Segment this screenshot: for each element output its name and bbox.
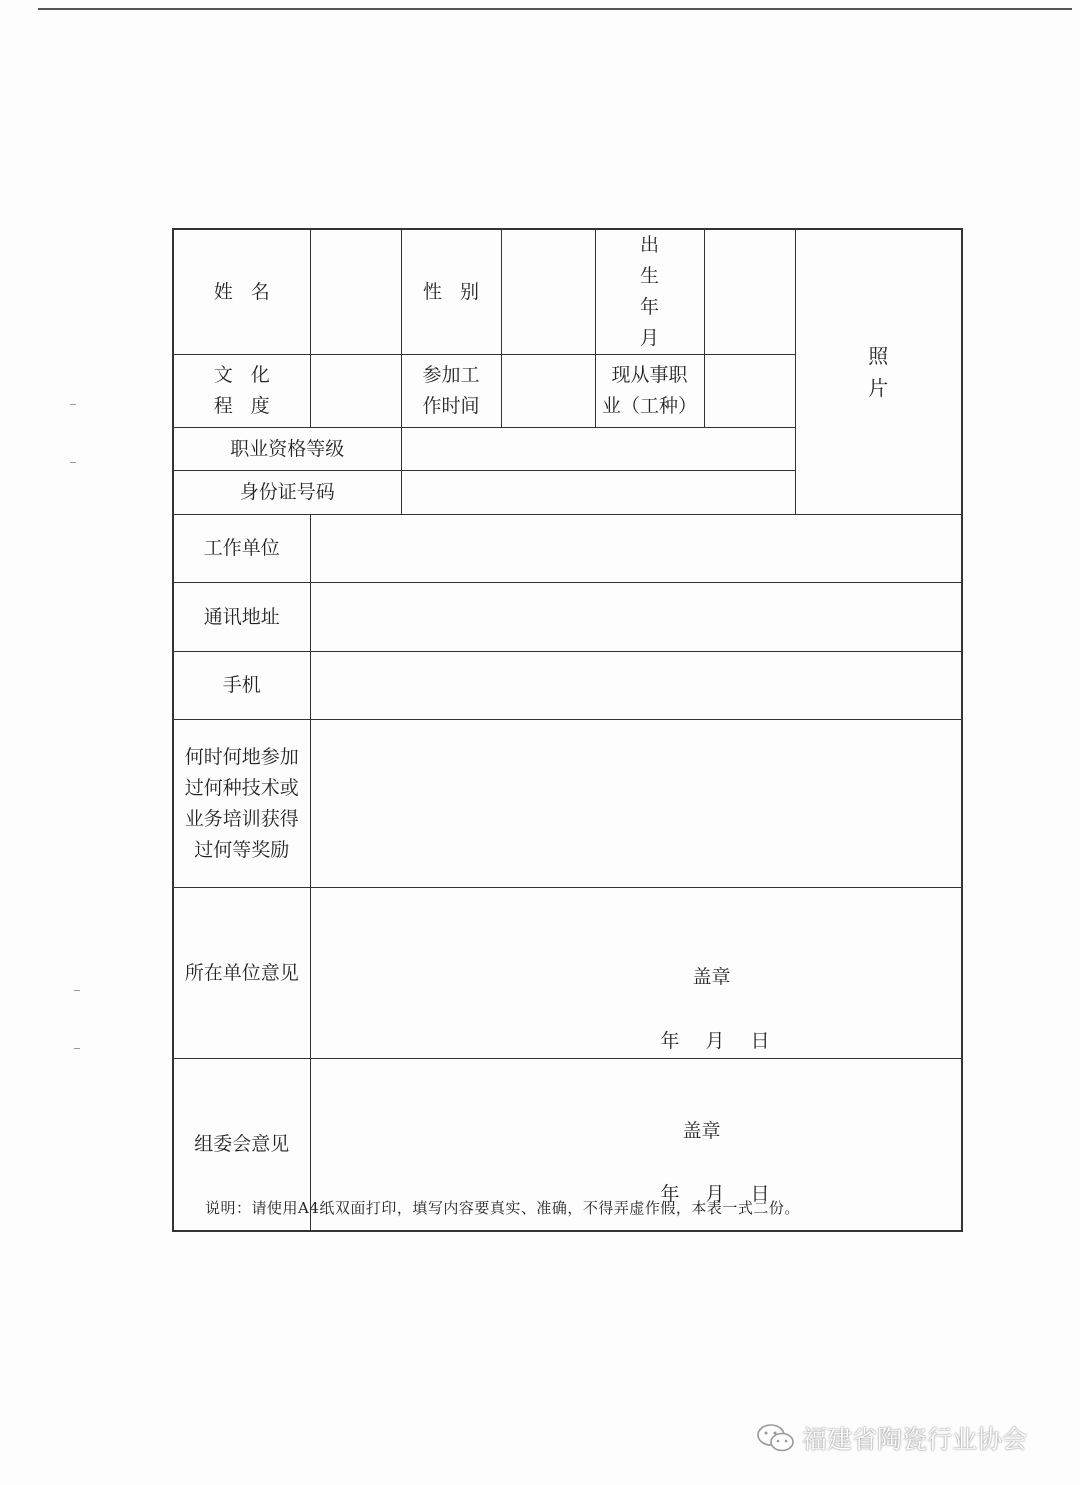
occupation-label: [595, 355, 704, 428]
unit-opinion-field[interactable]: [310, 888, 962, 1059]
margin-mark: [70, 404, 76, 405]
photo-label-line2: 片: [868, 376, 889, 400]
birth-field[interactable]: [704, 229, 795, 355]
unit-opinion-date: 年 月 日: [660, 1030, 771, 1052]
occupation-label-line2: 业（工种）: [601, 395, 697, 417]
photo-label-line1: 照: [868, 344, 889, 368]
employer-label: 工作单位: [173, 515, 310, 583]
gender-label: 性别: [401, 229, 501, 355]
occupation-label-line1: 现从事职: [611, 364, 688, 386]
registration-form: [172, 228, 961, 1205]
education-label-line1: 文化: [213, 364, 288, 386]
training-label-line4: 过何等奖励: [194, 838, 290, 861]
qualification-field[interactable]: [401, 428, 795, 471]
committee-opinion-date: 年 月 日: [660, 1183, 771, 1205]
training-label-line2: 过何种技术或: [184, 776, 299, 799]
training-field[interactable]: [310, 720, 962, 888]
occupation-field[interactable]: [704, 355, 795, 428]
work-start-label: [401, 355, 501, 428]
unit-opinion-label: 所在单位意见: [173, 888, 310, 1059]
training-label-line3: 业务培训获得: [184, 807, 299, 830]
work-start-label-line1: 参加工: [422, 364, 480, 386]
watermark: [756, 1420, 1027, 1456]
address-label: 通讯地址: [173, 583, 310, 652]
photo-box[interactable]: [795, 229, 962, 515]
training-label: [173, 720, 310, 888]
birth-label-line2: 年月: [639, 296, 685, 349]
training-label-line1: 何时何地参加: [184, 745, 299, 768]
education-label-line2: 程度: [213, 395, 288, 417]
work-start-label-line2: 作时间: [422, 395, 480, 417]
margin-mark: [74, 990, 80, 991]
gender-field[interactable]: [501, 229, 595, 355]
margin-mark: [70, 462, 76, 463]
committee-opinion-stamp: 盖章: [682, 1120, 721, 1142]
watermark-text: 福建省陶瓷行业协会: [802, 1425, 1028, 1454]
mobile-label: 手机: [173, 652, 310, 720]
id-number-field[interactable]: [401, 471, 795, 515]
wechat-icon: [756, 1423, 796, 1453]
committee-opinion-label: 组委会意见: [173, 1059, 310, 1231]
address-field[interactable]: [310, 583, 962, 652]
margin-mark: [74, 1048, 80, 1049]
top-border-line: [38, 8, 1072, 10]
name-label: 姓名: [173, 229, 310, 355]
id-number-label: 身份证号码: [173, 471, 401, 515]
education-label: [173, 355, 310, 428]
unit-opinion-stamp: 盖章: [692, 966, 731, 988]
form-note: 说明：请使用A4纸双面打印，填写内容要真实、准确，不得弄虚作假，本表一式二份。: [205, 1199, 800, 1217]
qualification-label: 职业资格等级: [173, 428, 401, 471]
name-field[interactable]: [310, 229, 401, 355]
birth-label-line1: 出生: [639, 234, 685, 287]
work-start-field[interactable]: [501, 355, 595, 428]
employer-field[interactable]: [310, 515, 962, 583]
birth-label: [595, 229, 704, 355]
mobile-field[interactable]: [310, 652, 962, 720]
education-field[interactable]: [310, 355, 401, 428]
